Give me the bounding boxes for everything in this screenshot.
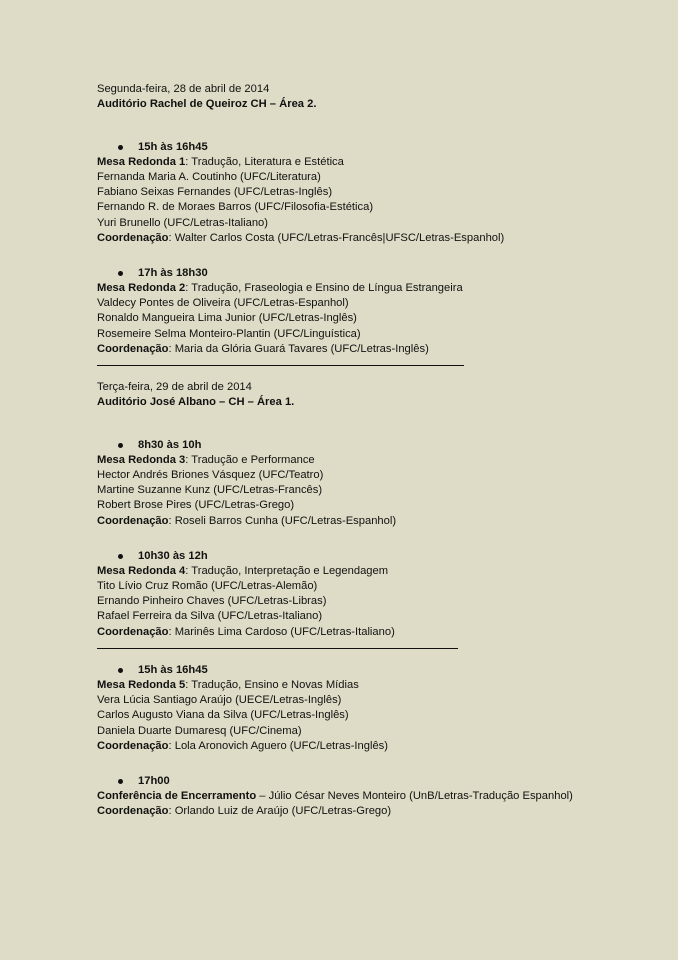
member: Martine Suzanne Kunz (UFC/Letras-Francês) [97, 484, 323, 497]
coordination-1: Coordenação: Walter Carlos Costa (UFC/Letras-Francês|UFSC/Letras-Espanhol) [97, 231, 505, 244]
session-title-2: Mesa Redonda 2: Tradução, Fraseologia e Ensino de Língua Estrangeira [97, 282, 463, 295]
day1-date: Segunda-feira, 28 de abril de 2014 [97, 83, 270, 95]
session-time-5: 15h às 16h45 [97, 663, 657, 678]
session-time-3: 8h30 às 10h [97, 438, 657, 453]
member: Daniela Duarte Dumaresq (UFC/Cinema) [97, 724, 302, 737]
bullet-icon [118, 271, 123, 276]
member: Ernando Pinheiro Chaves (UFC/Letras-Libras) [97, 595, 327, 608]
member: Fernanda Maria A. Coutinho (UFC/Literatura) [97, 170, 321, 183]
member: Ronaldo Mangueira Lima Junior (UFC/Letras-Inglês) [97, 312, 357, 325]
member: Robert Brose Pires (UFC/Letras-Grego) [97, 499, 295, 512]
member: Fernando R. de Moraes Barros (UFC/Filosofia-Estética) [97, 201, 374, 214]
coordination-6: Coordenação: Orlando Luiz de Araújo (UFC/Letras-Grego) [97, 805, 392, 818]
member: Vera Lúcia Santiago Araújo (UECE/Letras-Inglês) [97, 694, 342, 707]
session-time-1: 15h às 16h45 [97, 140, 657, 155]
document-page [97, 82, 657, 820]
bullet-icon [118, 443, 123, 448]
member: Rafael Ferreira da Silva (UFC/Letras-Italiano) [97, 610, 323, 623]
bullet-icon [118, 554, 123, 559]
coordination-3: Coordenação: Roseli Barros Cunha (UFC/Letras-Espanhol) [97, 514, 397, 527]
coordination-4: Coordenação: Marinês Lima Cardoso (UFC/Letras-Italiano) [97, 625, 395, 638]
session-title-4: Mesa Redonda 4: Tradução, Interpretação e Legendagem [97, 564, 389, 577]
bullet-icon [118, 145, 123, 150]
member: Tito Lívio Cruz Romão (UFC/Letras-Alemão) [97, 580, 318, 593]
day2-venue: Auditório José Albano – CH – Área 1. [97, 396, 295, 409]
member: Hector Andrés Briones Vásquez (UFC/Teatro) [97, 468, 324, 481]
day2-date: Terça-feira, 29 de abril de 2014 [97, 381, 252, 393]
member: Yuri Brunello (UFC/Letras-Italiano) [97, 216, 268, 229]
session-title-1: Mesa Redonda 1: Tradução, Literatura e Estética [97, 155, 344, 168]
member: Carlos Augusto Viana da Silva (UFC/Letras-Inglês) [97, 709, 349, 722]
session-title-3: Mesa Redonda 3: Tradução e Performance [97, 453, 315, 466]
member: Rosemeire Selma Monteiro-Plantin (UFC/Linguística) [97, 327, 361, 340]
bullet-icon [118, 779, 123, 784]
session-time-2: 17h às 18h30 [97, 266, 657, 281]
bullet-icon [118, 668, 123, 673]
member: Valdecy Pontes de Oliveira (UFC/Letras-Espanhol) [97, 297, 349, 310]
coordination-5: Coordenação: Lola Aronovich Aguero (UFC/Letras-Inglês) [97, 739, 389, 752]
session-time-4: 10h30 às 12h [97, 549, 657, 564]
session-title-5: Mesa Redonda 5: Tradução, Ensino e Novas Mídias [97, 679, 359, 691]
session-time-6: 17h00 [97, 774, 657, 789]
day1-venue: Auditório Rachel de Queiroz CH – Área 2. [97, 98, 317, 111]
divider [97, 648, 458, 649]
divider [97, 365, 464, 366]
coordination-2: Coordenação: Maria da Glória Guará Tavares (UFC/Letras-Inglês) [97, 342, 429, 355]
member: Fabiano Seixas Fernandes (UFC/Letras-Inglês) [97, 186, 333, 199]
closing-conference: Conferência de Encerramento – Júlio César Neves Monteiro (UnB/Letras-Tradução Espanhol) [97, 790, 573, 803]
